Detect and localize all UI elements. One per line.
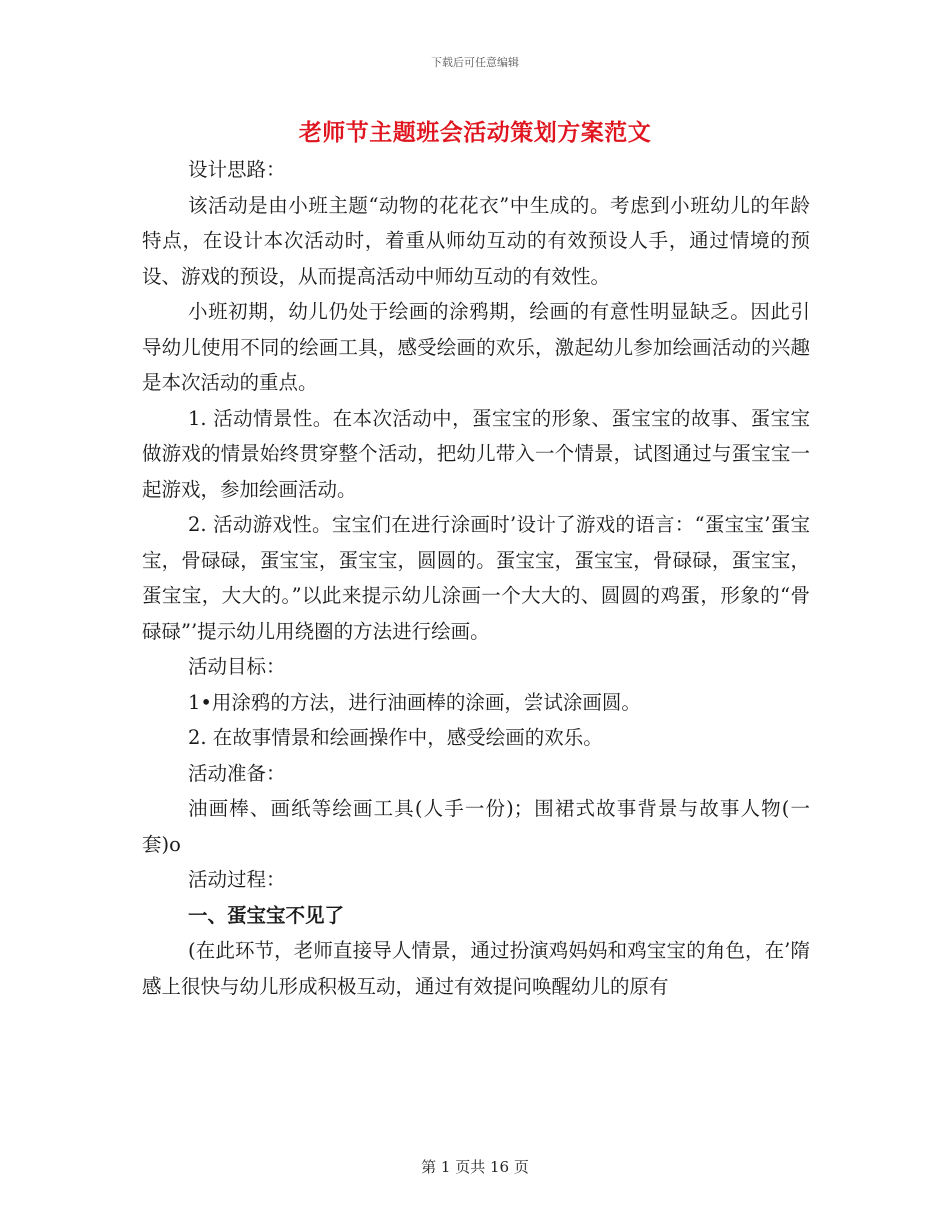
paragraph-intro: 该活动是由小班主题“动物的花花衣”中生成的。考虑到小班幼儿的年龄特点，在设计本次活动时，着重从师幼互动的有效预设人手，通过情境的预设、游戏的预设，从而提高活动中师幼互动的有效性。 [142, 193, 810, 288]
document-body [142, 152, 810, 1004]
paragraph-prep-items: 油画棒、画纸等绘画工具(人手一份)；围裙式故事背景与故事人物(一套)o [142, 797, 810, 856]
paragraph-goal-1: 1•用涂鸦的方法，进行油画棒的涂画，尝试涂画圆。 [188, 690, 641, 714]
paragraph-goals-heading: 活动目标： [188, 655, 286, 678]
page-header-note: 下载后可任意编辑 [431, 56, 519, 69]
paragraph-goal-2: 2. 在故事情景和绘画操作中，感受绘画的欢乐。 [188, 726, 603, 749]
paragraph-point-2: 2. 活动游戏性。宝宝们在进行涂画时’设计了游戏的语言：“蛋宝宝’蛋宝宝，骨碌碌，蛋宝宝，蛋宝宝，圆圆的。蛋宝宝，蛋宝宝，骨碌碌，蛋宝宝，蛋宝宝，大大的。”以此来提示幼儿涂画一个大大的、圆圆的鸡蛋，形象的“骨碌碌”’提示幼儿用绕圈的方法进行绘画。 [142, 513, 810, 643]
paragraph-section-1: (在此环节，老师直接导人情景，通过扮演鸡妈妈和鸡宝宝的角色，在’隋感上很快与幼儿形成积极互动，通过有效提问唤醒幼儿的原有 [142, 939, 810, 998]
section-heading-1: 一、蛋宝宝不见了 [188, 903, 345, 927]
paragraph-process-heading: 活动过程： [188, 868, 286, 891]
document-title: 老师节主题班会活动策划方案范文 [298, 119, 652, 146]
paragraph-focus: 小班初期，幼儿仍处于绘画的涂鸦期，绘画的有意性明显缺乏。因此引导幼儿使用不同的绘画工具，感受绘画的欢乐，激起幼儿参加绘画活动的兴趣是本次活动的重点。 [142, 300, 810, 394]
paragraph-point-1: 1. 活动情景性。在本次活动中，蛋宝宝的形象、蛋宝宝的故事、蛋宝宝做游戏的情景始终贯穿整个活动，把幼儿带入一个情景，试图通过与蛋宝宝一起游戏，参加绘画活动。 [142, 406, 810, 501]
page-footer-number: 第 1 页共 16 页 [421, 1158, 529, 1176]
paragraph-prep-heading: 活动准备： [188, 761, 286, 785]
paragraph-design-heading: 设计思路： [188, 158, 286, 181]
